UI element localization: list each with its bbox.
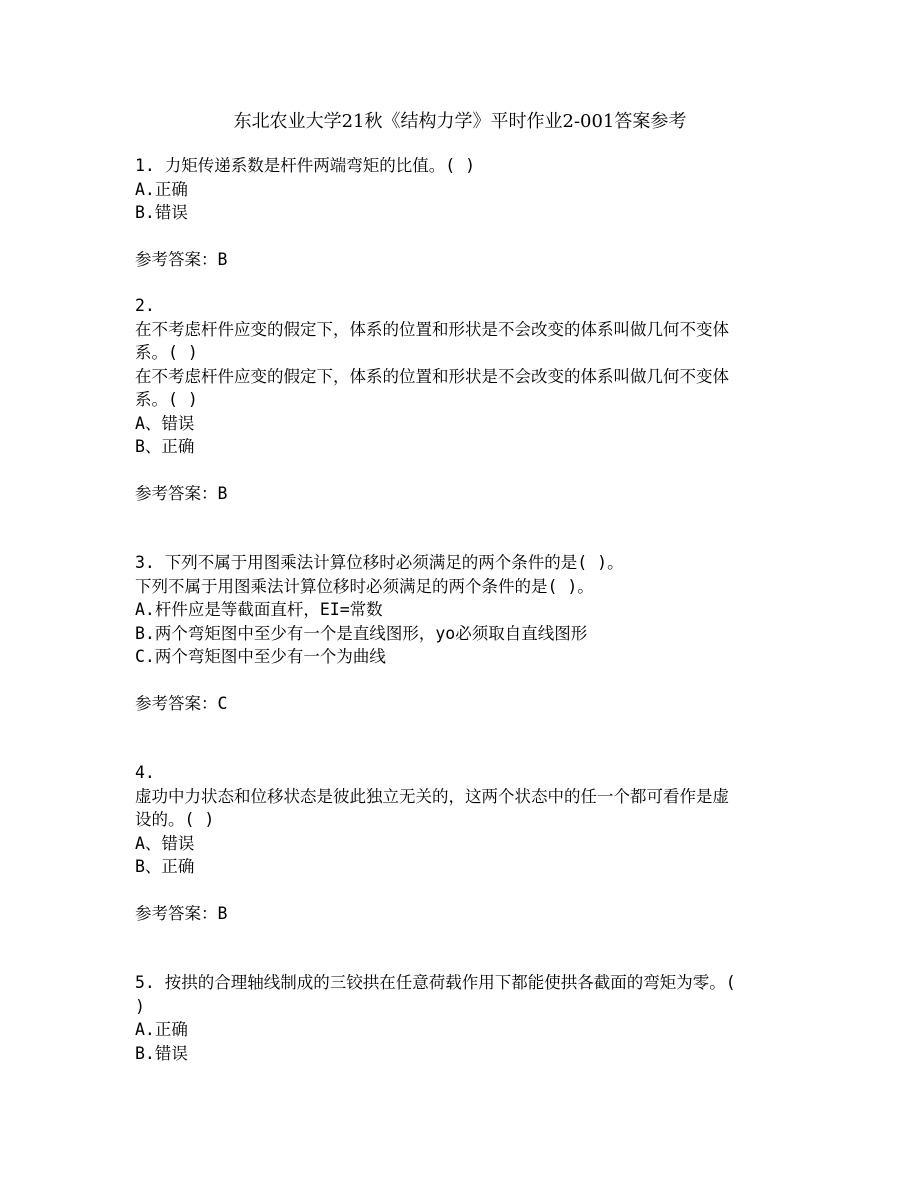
question-4-stem-line-1: 虚功中力状态和位移状态是彼此独立无关的，这两个状态中的任一个都可看作是虚 xyxy=(135,786,729,806)
question-3 xyxy=(135,551,795,715)
question-1-option-a: A.正确 xyxy=(135,179,188,199)
document-title: 东北农业大学21秋《结构力学》平时作业2-001答案参考 xyxy=(233,111,687,132)
question-4-option-a: A、错误 xyxy=(135,833,195,853)
question-3-stem-repeat: 下列不属于用图乘法计算位移时必须满足的两个条件的是( )。 xyxy=(135,576,594,596)
question-3-option-b: B.两个弯矩图中至少有一个是直线图形，yo必须取自直线图形 xyxy=(135,623,588,643)
question-list xyxy=(135,154,795,1065)
question-1-answer: 参考答案：B xyxy=(135,249,228,269)
question-4 xyxy=(135,761,795,925)
question-3-option-a: A.杆件应是等截面直杆，EI=常数 xyxy=(135,600,383,619)
question-2-option-a: A、错误 xyxy=(135,413,195,433)
question-2-number: 2. xyxy=(135,296,155,315)
question-4-answer: 参考答案：B xyxy=(135,903,228,923)
question-4-number: 4. xyxy=(135,763,155,782)
question-3-answer: 参考答案：C xyxy=(135,693,228,713)
question-3-stem: 3. 下列不属于用图乘法计算位移时必须满足的两个条件的是( )。 xyxy=(135,553,624,572)
question-2-option-b: B、正确 xyxy=(135,437,195,456)
question-5-stem-line-2: ) xyxy=(135,996,145,1016)
question-4-stem-line-2: 设的。( ) xyxy=(135,810,215,829)
question-5-option-a: A.正确 xyxy=(135,1020,188,1039)
question-2-stem-line-1: 在不考虑杆件应变的假定下，体系的位置和形状是不会改变的体系叫做几何不变体 xyxy=(135,319,729,339)
question-2-stem-repeat-line-1: 在不考虑杆件应变的假定下，体系的位置和形状是不会改变的体系叫做几何不变体 xyxy=(135,366,729,386)
question-5-option-b: B.错误 xyxy=(135,1043,188,1063)
question-5 xyxy=(135,971,795,1065)
question-4-option-b: B、正确 xyxy=(135,857,195,876)
question-2-answer: 参考答案：B xyxy=(135,483,228,503)
question-1-stem: 1. 力矩传递系数是杆件两端弯矩的比值。( ) xyxy=(135,156,476,175)
question-1 xyxy=(135,154,795,271)
question-2-stem-repeat-line-2: 系。( ) xyxy=(135,390,198,409)
question-2 xyxy=(135,294,795,505)
question-2-stem-line-2: 系。( ) xyxy=(135,343,198,362)
question-1-option-b: B.错误 xyxy=(135,203,188,222)
question-5-stem-line-1: 5. 按拱的合理轴线制成的三铰拱在任意荷载作用下都能使拱各截面的弯矩为零。( xyxy=(135,973,736,992)
question-3-option-c: C.两个弯矩图中至少有一个为曲线 xyxy=(135,647,386,666)
